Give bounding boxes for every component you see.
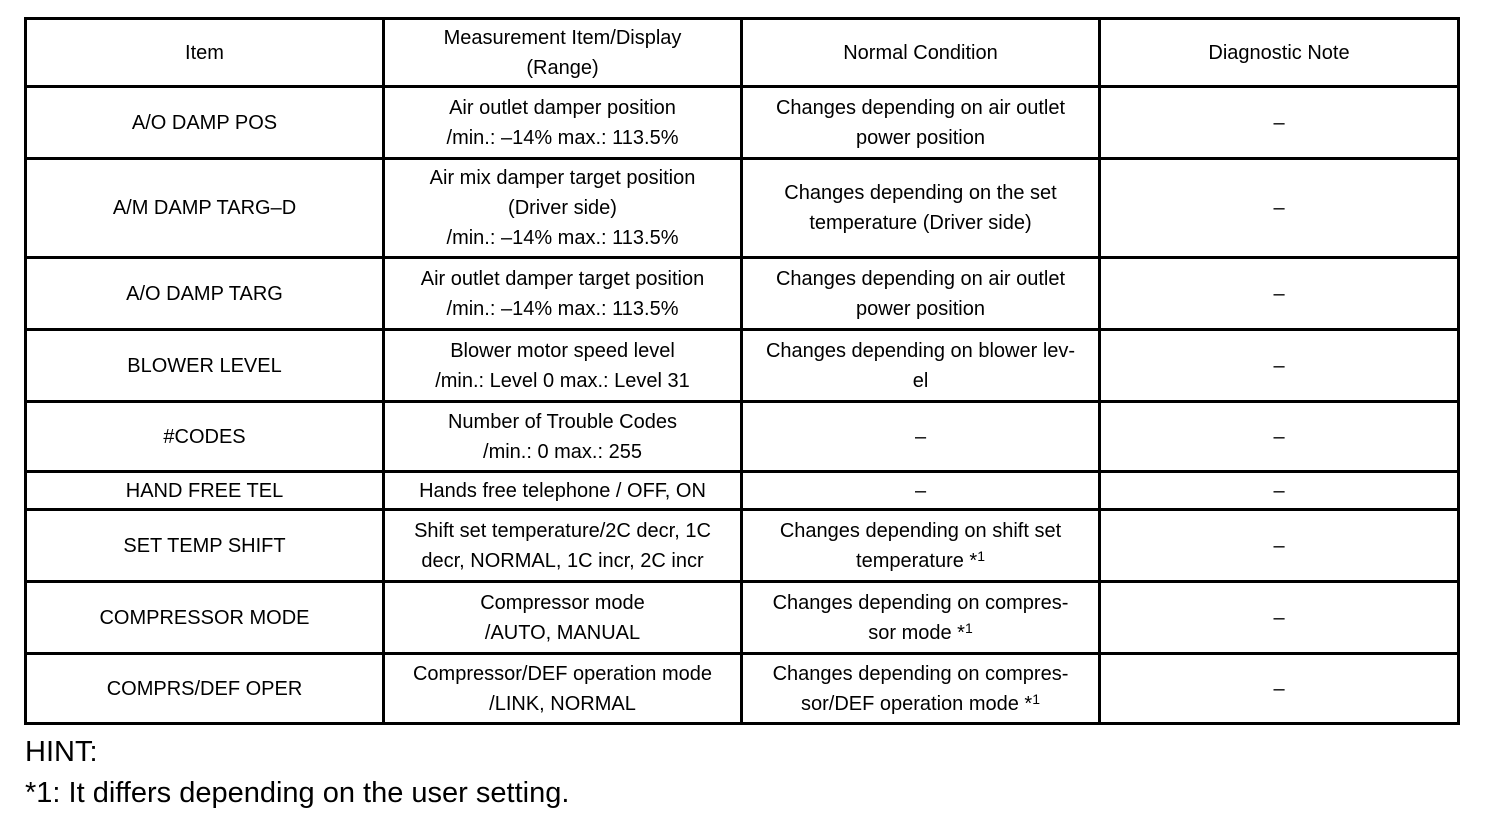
table-row	[26, 654, 1459, 724]
footnote-marker: 1	[964, 619, 973, 636]
cell-item: A/O DAMP POS	[26, 87, 384, 159]
footnote-marker: 1	[977, 547, 985, 564]
normal-condition-text: Changes depending on the set temperature (Driver side)	[784, 182, 1057, 234]
normal-condition-text: Changes depending on compres- sor mode *	[772, 591, 1069, 644]
table-row	[26, 87, 1459, 159]
cell-measurement: Air outlet damper position /min.: –14% max.: 113.5%	[384, 87, 742, 159]
header-diagnostic-note: Diagnostic Note	[1100, 19, 1459, 87]
cell-item: SET TEMP SHIFT	[26, 510, 384, 582]
normal-condition-text: Changes depending on air outlet power position	[775, 267, 1066, 320]
cell-diagnostic-note: –	[1100, 510, 1459, 582]
hint-title: HINT:	[25, 736, 98, 768]
normal-condition-text: –	[914, 479, 927, 502]
cell-diagnostic-note: –	[1100, 472, 1459, 510]
cell-diagnostic-note: –	[1100, 402, 1459, 472]
cell-diagnostic-note: –	[1100, 330, 1459, 402]
cell-normal-condition	[742, 87, 1100, 159]
cell-measurement: Air outlet damper target position /min.: –14% max.: 113.5%	[384, 258, 742, 330]
table-row	[26, 402, 1459, 472]
normal-condition-text: Changes depending on compres- sor/DEF operation mode *	[772, 662, 1069, 715]
normal-condition-text: Changes depending on air outlet power position	[775, 96, 1066, 149]
hint-footnote: *1: It differs depending on the user setting.	[25, 777, 570, 809]
cell-item: COMPRS/DEF OPER	[26, 654, 384, 724]
normal-condition-text: Changes depending on blower lev- el	[765, 339, 1076, 392]
data-list-table	[24, 17, 1460, 725]
cell-normal-condition	[742, 330, 1100, 402]
table-row	[26, 472, 1459, 510]
cell-measurement: Hands free telephone / OFF, ON	[384, 472, 742, 510]
header-measurement: Measurement Item/Display (Range)	[384, 19, 742, 87]
table-row	[26, 159, 1459, 258]
cell-normal-condition	[742, 402, 1100, 472]
cell-measurement: Compressor/DEF operation mode /LINK, NORMAL	[384, 654, 742, 724]
table-row	[26, 582, 1459, 654]
cell-item: A/M DAMP TARG–D	[26, 159, 384, 258]
cell-normal-condition	[742, 582, 1100, 654]
normal-condition-text: Changes depending on shift set temperature *	[779, 519, 1062, 572]
cell-measurement: Compressor mode /AUTO, MANUAL	[384, 582, 742, 654]
cell-normal-condition	[742, 510, 1100, 582]
cell-diagnostic-note: –	[1100, 159, 1459, 258]
cell-diagnostic-note: –	[1100, 87, 1459, 159]
cell-item: COMPRESSOR MODE	[26, 582, 384, 654]
cell-measurement: Number of Trouble Codes /min.: 0 max.: 255	[384, 402, 742, 472]
table-header-row	[26, 19, 1459, 87]
cell-measurement: Blower motor speed level /min.: Level 0 max.: Level 31	[384, 330, 742, 402]
table-row	[26, 258, 1459, 330]
cell-diagnostic-note: –	[1100, 654, 1459, 724]
cell-item: BLOWER LEVEL	[26, 330, 384, 402]
data-list-table-container	[24, 17, 1457, 725]
cell-measurement: Shift set temperature/2C decr, 1C decr, NORMAL, 1C incr, 2C incr	[384, 510, 742, 582]
header-normal-condition: Normal Condition	[742, 19, 1100, 87]
cell-diagnostic-note: –	[1100, 582, 1459, 654]
cell-item: HAND FREE TEL	[26, 472, 384, 510]
normal-condition-text: –	[914, 425, 927, 448]
hint-section	[25, 732, 569, 814]
cell-normal-condition	[742, 472, 1100, 510]
cell-item: #CODES	[26, 402, 384, 472]
cell-normal-condition	[742, 258, 1100, 330]
cell-diagnostic-note: –	[1100, 258, 1459, 330]
cell-normal-condition	[742, 654, 1100, 724]
header-item: Item	[26, 19, 384, 87]
footnote-marker: 1	[1032, 690, 1041, 707]
cell-measurement: Air mix damper target position (Driver side) /min.: –14% max.: 113.5%	[384, 159, 742, 258]
cell-normal-condition	[742, 159, 1100, 258]
table-row	[26, 510, 1459, 582]
cell-item: A/O DAMP TARG	[26, 258, 384, 330]
table-row	[26, 330, 1459, 402]
